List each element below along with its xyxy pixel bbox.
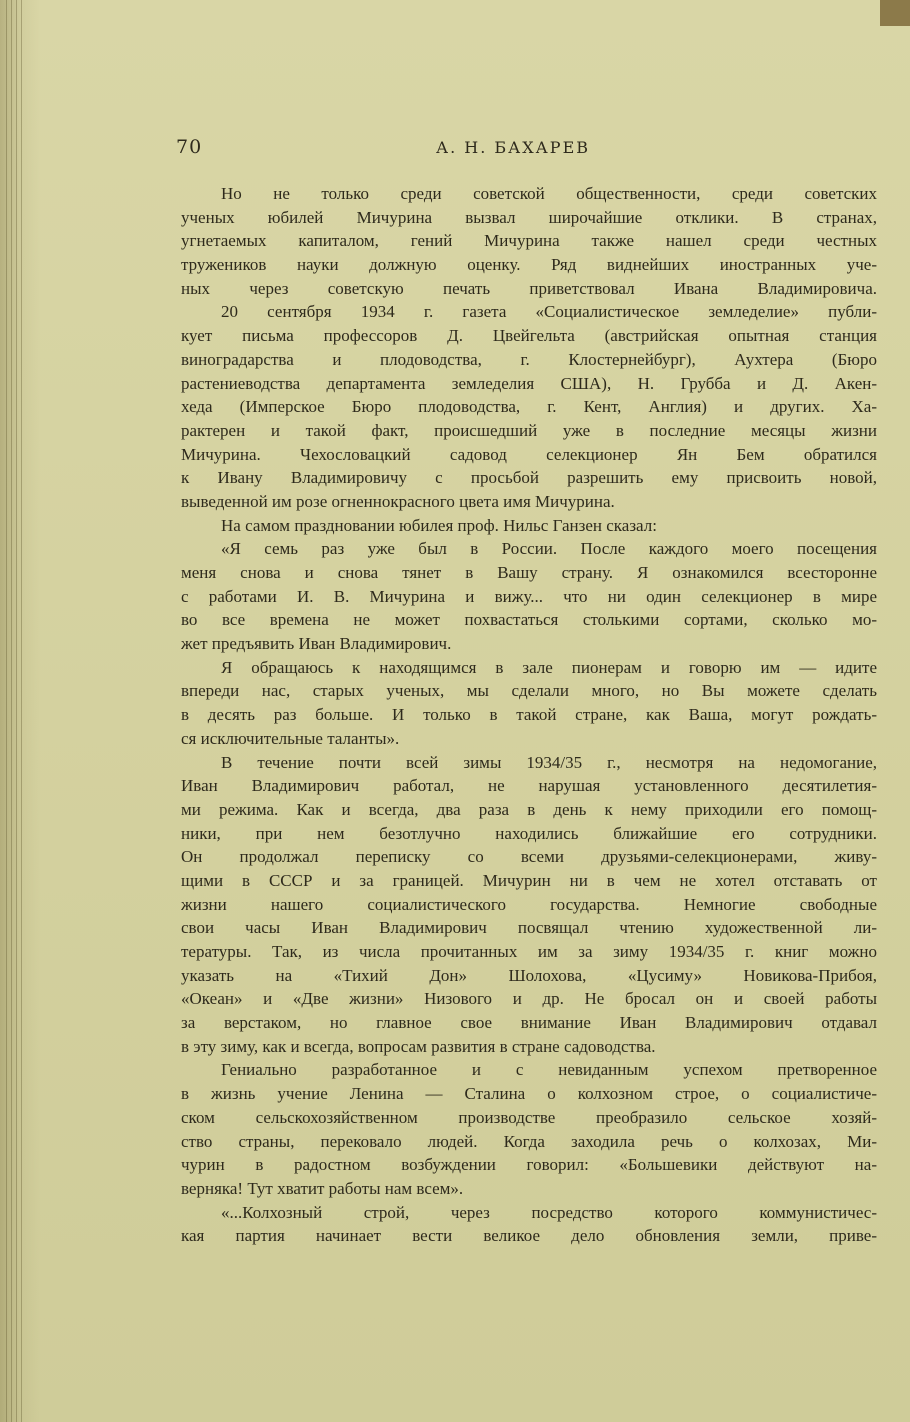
- text-line: Но не только среди советской общественности, среди советских: [221, 184, 877, 203]
- text-line: В течение почти всей зимы 1934/35 г., несмотря на недомогание,: [221, 752, 877, 772]
- text-line: с работами И. В. Мичурина и вижу... что ни один селекционер в мире: [181, 586, 877, 606]
- text-line: за верстаком, но главное свое внимание Иван Владимирович отдавал: [181, 1013, 877, 1033]
- text-line: На самом праздновании юбилея проф. Нильс Ганзен сказал:: [221, 515, 657, 535]
- text-line: ском сельскохозяйственном производстве преобразило сельское хозяй-: [181, 1107, 877, 1127]
- text-line: «Океан» и «Две жизни» Низового и др. Не бросал он и своей работы: [181, 989, 877, 1009]
- text-line: тружеников науки должную оценку. Ряд виднейших иностранных уче-: [181, 255, 877, 275]
- text-line: хеда (Имперское Бюро плодоводства, г. Кент, Англия) и других. Ха-: [181, 397, 877, 417]
- text-line: Иван Владимирович работал, не нарушая установленного десятилетия-: [181, 776, 877, 796]
- text-line: в эту зиму, как и всегда, вопросам развития в стране садоводства.: [181, 1036, 656, 1056]
- text-line: ники, при нем безотлучно находились ближайшие его сотрудники.: [181, 823, 877, 843]
- text-line: кая партия начинает вести великое дело обновления земли, приве-: [181, 1226, 877, 1246]
- text-line: меня снова и снова тянет в Вашу страну. Я ознакомился всесторонне: [181, 563, 877, 582]
- text-line: ми режима. Как и всегда, два раза в день к нему приходили его помощ-: [181, 799, 877, 819]
- binding-corner: [880, 0, 910, 26]
- text-line: ство страны, перековало людей. Когда заходила речь о колхозах, Ми-: [181, 1131, 877, 1151]
- text-line: выведенной им розе огненнокрасного цвета имя Мичурина.: [181, 491, 615, 511]
- page-edge-shadow: [0, 0, 30, 1422]
- text-line: ных через советскую печать приветствовал Ивана Владимировича.: [181, 278, 877, 298]
- text-line: впереди нас, старых ученых, мы сделали много, но Вы можете сделать: [181, 681, 877, 701]
- running-head: А. Н. БАХАРЕВ: [436, 138, 590, 157]
- text-line: растениеводства департамента земледелия США), Н. Грубба и Д. Акен-: [181, 373, 877, 393]
- text-line: верняка! Тут хватит работы нам всем».: [181, 1178, 464, 1198]
- text-line: в десять раз больше. И только в такой стране, как Ваша, могут рождать-: [181, 705, 877, 725]
- text-line: жет предъявить Иван Владимирович.: [181, 634, 452, 654]
- text-line: угнетаемых капиталом, гений Мичурина также нашел среди честных: [181, 231, 877, 251]
- text-line: Мичурина. Чехословацкий садовод селекционер Ян Бем обратился: [181, 444, 877, 464]
- page-header: [176, 136, 876, 162]
- text-line: виноградарства и плодоводства, г. Клостернейбург), Аухтера (Бюро: [181, 349, 877, 369]
- text-line: указать на «Тихий Дон» Шолохова, «Цусиму» Новикова-Прибоя,: [181, 965, 877, 985]
- text-line: жизни нашего социалистического государства. Немногие свободные: [181, 894, 877, 914]
- text-line: рактерен и такой факт, происшедший уже в последние месяцы жизни: [181, 420, 877, 440]
- text-line: ученых юбилей Мичурина вызвал широчайшие отклики. В странах,: [181, 207, 877, 227]
- page-number: 70: [176, 136, 203, 158]
- text-line: ся исключительные таланты».: [181, 728, 400, 748]
- text-line: к Ивану Владимировичу с просьбой разрешить ему присвоить новой,: [181, 468, 877, 488]
- text-line: тературы. Так, из числа прочитанных им за зиму 1934/35 г. книг можно: [181, 942, 877, 961]
- text-line: во все времена не может похвастаться столькими сортами, сколько мо-: [181, 610, 877, 630]
- text-line: Гениально разработанное и с невиданным успехом претворенное: [221, 1060, 877, 1080]
- text-line: «...Колхозный строй, через посредство которого коммунистичес-: [221, 1202, 877, 1222]
- text-line: Я обращаюсь к находящимся в зале пионерам и говорю им — идите: [221, 657, 877, 677]
- text-line: свои часы Иван Владимирович посвящал чтению художественной ли-: [181, 918, 877, 938]
- text-line: в жизнь учение Ленина — Сталина о колхозном строе, о социалистиче-: [181, 1084, 877, 1104]
- text-line: щими в СССР и за границей. Мичурин ни в чем не хотел отставать от: [181, 870, 877, 890]
- text-line: кует письма профессоров Д. Цвейгельта (австрийская опытная станция: [181, 326, 877, 346]
- text-line: «Я семь раз уже был в России. После каждого моего посещения: [221, 539, 877, 559]
- text-line: Он продолжал переписку со всеми друзьями-селекционерами, живу-: [181, 847, 877, 867]
- body-text: [181, 182, 877, 1248]
- text-line: чурин в радостном возбуждении говорил: «Большевики действуют на-: [181, 1155, 877, 1175]
- text-line: 20 сентября 1934 г. газета «Социалистическое земледелие» публи-: [221, 302, 877, 322]
